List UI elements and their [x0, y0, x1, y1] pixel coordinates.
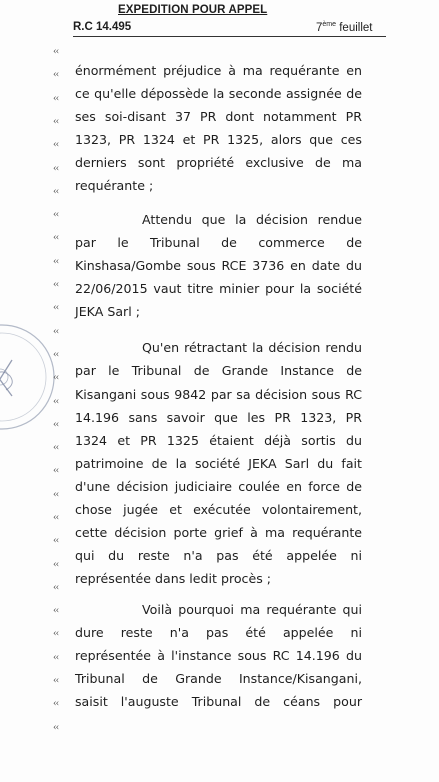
margin-mark: ‹‹ [53, 70, 59, 80]
margin-mark: ‹‹ [53, 583, 59, 593]
text-line: énormément préjudice à ma requérante en [75, 63, 362, 78]
margin-mark: ‹‹ [53, 443, 59, 453]
margin-mark: ‹‹ [53, 629, 59, 639]
text-line: dure reste n'a pas été appelée ni [75, 625, 362, 640]
text-line: Qu'en rétractant la décision rendu [142, 340, 362, 355]
text-line: qui du reste n'a pas été appelée ni [75, 548, 362, 563]
margin-mark: ‹‹ [53, 257, 59, 267]
margin-mark: ‹‹ [53, 490, 59, 500]
margin-mark: ‹‹ [53, 466, 59, 476]
margin-mark: ‹‹ [53, 210, 59, 220]
margin-mark: ‹‹ [53, 303, 59, 313]
margin-mark: ‹‹ [53, 397, 59, 407]
text-line: Kinshasa/Gombe sous RCE 3736 en date du [75, 258, 362, 273]
text-line: derniers sont propriété exclusive de ma [75, 155, 362, 170]
text-line: saisit l'auguste Tribunal de céans pour [75, 694, 362, 709]
text-line: cette décision porte grief à ma requérante [75, 525, 362, 540]
text-line: patrimoine de la société JEKA Sarl du fait [75, 456, 362, 471]
text-line: 14.196 sans savoir que les PR 1323, PR [75, 410, 362, 425]
document-title: EXPEDITION POUR APPEL [118, 4, 268, 16]
text-line: d'une décision judiciaire coulée en force de [75, 479, 362, 494]
sheet-num: 7 [316, 22, 323, 34]
margin-mark: ‹‹ [53, 117, 59, 127]
text-line: représentée à l'instance sous RC 14.196 du [75, 648, 362, 663]
margin-mark: ‹‹ [53, 420, 59, 430]
sheet-sup: ème [322, 21, 337, 28]
margin-mark: ‹‹ [53, 513, 59, 523]
text-line: Tribunal de Grande Instance/Kisangani, [75, 671, 362, 686]
margin-mark: ‹‹ [53, 47, 59, 57]
margin-mark: ‹‹ [53, 94, 59, 104]
text-line: par le Tribunal de commerce de [75, 235, 362, 250]
text-line: 22/06/2015 vaut titre minier pour la société [75, 281, 362, 296]
margin-mark: ‹‹ [53, 373, 59, 383]
sheet-word: feuillet [339, 22, 373, 34]
text-line: 1324 et PR 1325 étaient déjà sortis du [75, 433, 362, 448]
margin-mark: ‹‹ [53, 699, 59, 709]
margin-mark: ‹‹ [53, 536, 59, 546]
margin-mark: ‹‹ [53, 327, 59, 337]
margin-mark: ‹‹ [53, 280, 59, 290]
margin-mark: ‹‹ [53, 350, 59, 360]
text-line: par le Tribunal de Grande Instance de [75, 363, 362, 378]
margin-mark: ‹‹ [53, 164, 59, 174]
text-line: représentée dans ledit procès ; [75, 571, 272, 586]
text-line: ses soi-disant 37 PR dont notamment PR [75, 109, 362, 124]
text-line: JEKA Sarl ; [75, 304, 140, 319]
official-stamp-icon [0, 318, 60, 436]
text-line: chose jugée et exécutée volontairement, [75, 502, 362, 517]
text-line: Kisangani sous 9842 par sa décision sous RC [75, 387, 362, 402]
header-rule [73, 36, 386, 37]
margin-mark: ‹‹ [53, 653, 59, 663]
text-line: requérante ; [75, 178, 154, 193]
text-line: ce qu'elle dépossède la seconde assignée de [75, 86, 362, 101]
margin-mark: ‹‹ [53, 233, 59, 243]
margin-mark: ‹‹ [53, 606, 59, 616]
margin-mark: ‹‹ [53, 140, 59, 150]
text-line: 1323, PR 1324 et PR 1325, alors que ces [75, 132, 362, 147]
text-line: Attendu que la décision rendue [142, 212, 362, 227]
margin-mark: ‹‹ [53, 560, 59, 570]
text-line: Voilà pourquoi ma requérante qui [142, 602, 362, 617]
margin-mark: ‹‹ [53, 187, 59, 197]
margin-mark: ‹‹ [53, 723, 59, 733]
margin-mark: ‹‹ [53, 676, 59, 686]
sheet-number [316, 21, 372, 34]
case-reference: R.C 14.495 [73, 21, 132, 33]
